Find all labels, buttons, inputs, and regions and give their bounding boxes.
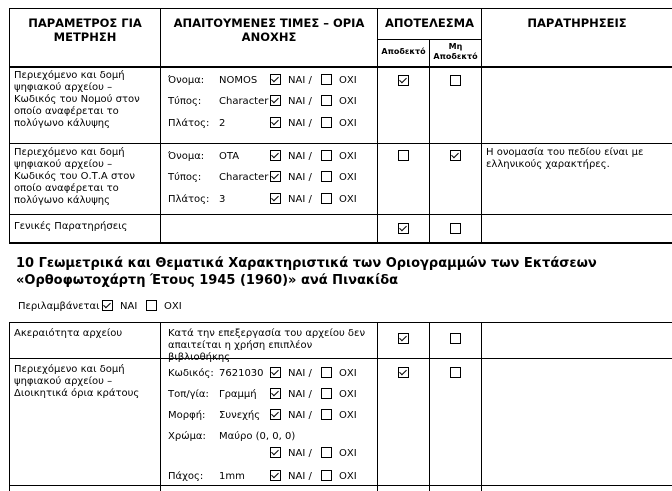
yes-label: ΝΑΙ /: [288, 151, 312, 162]
yes-label: ΝΑΙ /: [288, 410, 312, 421]
row1-not-accepted-checkbox[interactable]: [450, 75, 461, 86]
row2-not-accepted-checkbox[interactable]: [450, 150, 461, 161]
width-label: Πλάτος:: [168, 118, 210, 129]
row2-name-value: OTA: [219, 151, 240, 162]
color-label: Χρώμα:: [168, 431, 206, 442]
file-integrity-requirement: Κατά την επεξεργασία του αρχείου δεν απαιτείται η χρήση επιπλέον βιβλιοθήκης: [168, 328, 366, 363]
row-divider: [9, 485, 672, 486]
form-value: Συνεχής: [219, 410, 261, 421]
row1-type-value: Character: [219, 96, 269, 107]
column-line: [377, 322, 378, 491]
linetype-value: Γραμμή: [219, 389, 257, 400]
header-required-values: ΑΠΑΙΤΟΥΜΕΝΕΣ ΤΙΜΕΣ – ΟΡΙΑ ΑΝΟΧΗΣ: [173, 16, 365, 44]
no-checkbox[interactable]: [321, 388, 332, 399]
row1-width-value: 2: [219, 118, 226, 129]
column-line: [429, 322, 430, 491]
no-label: ΟΧΙ: [339, 118, 357, 129]
section-top-line: [9, 242, 672, 244]
yes-label: ΝΑΙ /: [288, 194, 312, 205]
yes-checkbox[interactable]: [270, 171, 281, 182]
row1-parameter: Περιεχόμενο και δομή ψηφιακού αρχείου – Κωδικός του Νομού στον οποίο αναφέρεται το πολύγωνο κάλυψης: [14, 70, 140, 129]
no-label: ΟΧΙ: [339, 410, 357, 421]
yes-checkbox[interactable]: [270, 388, 281, 399]
no-checkbox[interactable]: [321, 409, 332, 420]
no-label: ΟΧΙ: [339, 75, 357, 86]
included-label: Περιλαμβάνεται: [18, 301, 100, 312]
yes-checkbox[interactable]: [270, 409, 281, 420]
name-label: Όνομα:: [168, 75, 205, 86]
yes-checkbox[interactable]: [270, 447, 281, 458]
included-no-checkbox[interactable]: [146, 300, 157, 311]
row2-type-value: Character: [219, 172, 269, 183]
header-bottom-line: [9, 66, 672, 68]
header-accepted: Αποδεκτό: [381, 47, 426, 56]
column-line: [429, 39, 430, 242]
file-integrity-label: Ακεραιότητα αρχείου: [14, 328, 123, 339]
no-label: ΟΧΙ: [339, 96, 357, 107]
included-yes-label: ΝΑΙ: [120, 301, 138, 312]
no-checkbox[interactable]: [321, 367, 332, 378]
included-yes-checkbox[interactable]: [102, 300, 113, 311]
type-label: Τύπος:: [168, 96, 202, 107]
row2-remarks: Η ονομασία του πεδίου είναι με ελληνικούς χαρακτήρες.: [486, 147, 644, 170]
no-checkbox[interactable]: [321, 95, 332, 106]
column-line: [377, 8, 378, 242]
no-checkbox[interactable]: [321, 150, 332, 161]
no-label: ΟΧΙ: [339, 448, 357, 459]
header-remarks: ΠΑΡΑΤΗΡΗΣΕΙΣ: [527, 16, 627, 30]
column-line: [160, 8, 161, 242]
no-checkbox[interactable]: [321, 117, 332, 128]
column-line: [481, 8, 482, 242]
code-value: 7621030: [219, 368, 264, 379]
no-checkbox[interactable]: [321, 171, 332, 182]
no-checkbox[interactable]: [321, 447, 332, 458]
column-line: [160, 322, 161, 491]
linetype-label: Τοπ/γία:: [168, 389, 209, 400]
form-label: Μορφή:: [168, 410, 206, 421]
row1-accepted-checkbox[interactable]: [398, 75, 409, 86]
no-label: ΟΧΙ: [339, 172, 357, 183]
yes-label: ΝΑΙ /: [288, 172, 312, 183]
type-label: Τύπος:: [168, 172, 202, 183]
header-result: ΑΠΟΤΕΛΕΣΜΑ: [385, 16, 474, 30]
yes-checkbox[interactable]: [270, 470, 281, 481]
header-parameter: ΠΑΡΑΜΕΤΡΟΣ ΓΙΑ ΜΕΤΡΗΣΗ: [28, 16, 142, 44]
yes-label: ΝΑΙ /: [288, 96, 312, 107]
yes-label: ΝΑΙ /: [288, 368, 312, 379]
general-remarks-label: Γενικές Παρατηρήσεις: [14, 221, 128, 232]
yes-checkbox[interactable]: [270, 74, 281, 85]
row5-parameter: Περιεχόμενο και δομή ψηφιακού αρχείου – Διοικητικά όρια κράτους: [14, 364, 140, 399]
color-value: Μαύρο (0, 0, 0): [219, 431, 296, 442]
row2-width-value: 3: [219, 194, 226, 205]
yes-checkbox[interactable]: [270, 95, 281, 106]
yes-label: ΝΑΙ /: [288, 75, 312, 86]
row2-accepted-checkbox[interactable]: [398, 150, 409, 161]
yes-checkbox[interactable]: [270, 367, 281, 378]
row1-name-value: NOMOS: [219, 75, 258, 86]
row4-not-accepted-checkbox[interactable]: [450, 333, 461, 344]
yes-label: ΝΑΙ /: [288, 471, 312, 482]
no-label: ΟΧΙ: [339, 368, 357, 379]
row4-accepted-checkbox[interactable]: [398, 333, 409, 344]
row3-accepted-checkbox[interactable]: [398, 223, 409, 234]
yes-checkbox[interactable]: [270, 117, 281, 128]
thickness-label: Πάχος:: [168, 471, 204, 482]
table-border-left: [9, 322, 10, 491]
width-label: Πλάτος:: [168, 194, 210, 205]
yes-checkbox[interactable]: [270, 150, 281, 161]
yes-checkbox[interactable]: [270, 193, 281, 204]
section-bottom-line: [9, 322, 672, 323]
yes-label: ΝΑΙ /: [288, 448, 312, 459]
row5-not-accepted-checkbox[interactable]: [450, 367, 461, 378]
no-label: ΟΧΙ: [339, 471, 357, 482]
no-label: ΟΧΙ: [339, 389, 357, 400]
name-label: Όνομα:: [168, 151, 205, 162]
row3-not-accepted-checkbox[interactable]: [450, 223, 461, 234]
included-no-label: ΟΧΙ: [164, 301, 182, 312]
row-divider: [9, 214, 672, 215]
no-checkbox[interactable]: [321, 74, 332, 85]
no-checkbox[interactable]: [321, 193, 332, 204]
row2-parameter: Περιεχόμενο και δομή ψηφιακού αρχείου – Κωδικός του Ο.Τ.Α στον οποίο αναφέρεται το πολύγωνο κάλυψης: [14, 147, 136, 206]
no-label: ΟΧΙ: [339, 151, 357, 162]
row-divider: [9, 143, 672, 144]
code-label: Κωδικός:: [168, 368, 214, 379]
thickness-value: 1mm: [219, 471, 245, 482]
yes-label: ΝΑΙ /: [288, 118, 312, 129]
table-border-top: [9, 8, 672, 9]
section-title: 10 Γεωμετρικά και Θεματικά Χαρακτηριστικά των Οριογραμμών των Εκτάσεων «Ορθοφωτοχάρτη Έτους 1945 (1960)» ανά Πινακίδα: [16, 256, 597, 288]
table-border-left: [9, 8, 10, 242]
yes-label: ΝΑΙ /: [288, 389, 312, 400]
header-not-accepted: Μη Αποδεκτό: [433, 42, 478, 61]
no-label: ΟΧΙ: [339, 194, 357, 205]
no-checkbox[interactable]: [321, 470, 332, 481]
row5-accepted-checkbox[interactable]: [398, 367, 409, 378]
column-line: [481, 322, 482, 491]
